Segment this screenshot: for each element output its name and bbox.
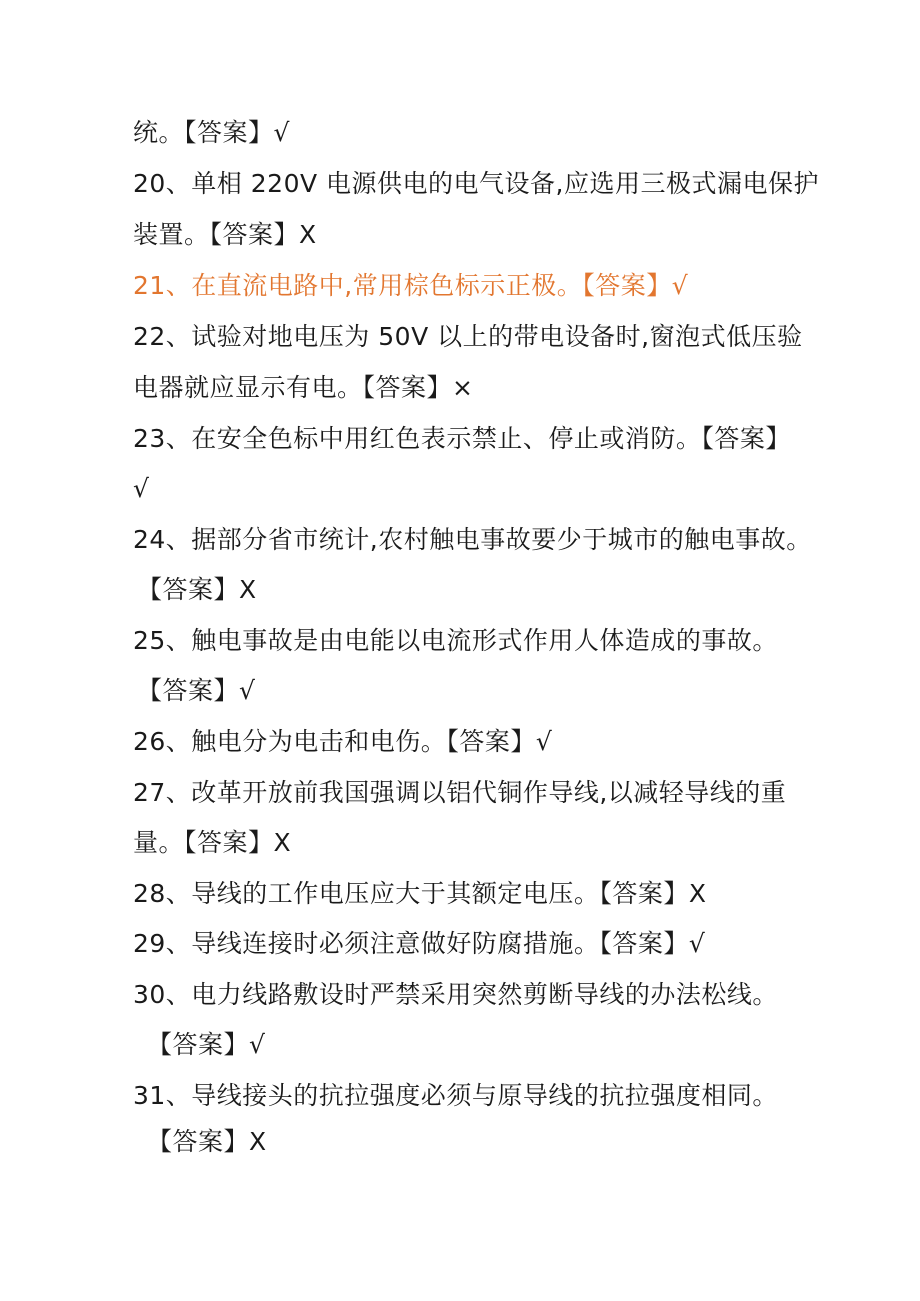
question-23: 23、在安全色标中用红色表示禁止、停止或消防。【答案】 bbox=[133, 424, 791, 453]
question-25: 25、触电事故是由电能以电流形式作用人体造成的事故。 bbox=[133, 626, 778, 655]
question-30: 30、电力线路敷设时严禁采用突然剪断导线的办法松线。 bbox=[133, 980, 778, 1009]
question-27: 27、改革开放前我国强调以铝代铜作导线,以减轻导线的重 bbox=[133, 778, 787, 807]
answer-line: 【答案】X bbox=[137, 575, 257, 604]
text-line: 统。【答案】√ bbox=[133, 118, 290, 147]
answer-line: 【答案】X bbox=[147, 1127, 267, 1156]
text-line: 量。【答案】X bbox=[133, 828, 292, 857]
answer-line: 【答案】√ bbox=[137, 676, 256, 705]
text-line: 电器就应显示有电。【答案】× bbox=[133, 373, 474, 402]
text-line: 装置。【答案】X bbox=[133, 220, 317, 249]
question-31: 31、导线接头的抗拉强度必须与原导线的抗拉强度相同。 bbox=[133, 1081, 778, 1110]
text-line: √ bbox=[133, 474, 150, 503]
question-22: 22、试验对地电压为 50V 以上的带电设备时,窗泡式低压验 bbox=[133, 322, 803, 351]
question-20: 20、单相 220V 电源供电的电气设备,应选用三极式漏电保护 bbox=[133, 169, 819, 198]
question-29: 29、导线连接时必须注意做好防腐措施。【答案】√ bbox=[133, 929, 706, 958]
question-24: 24、据部分省市统计,农村触电事故要少于城市的触电事故。 bbox=[133, 525, 812, 554]
question-26: 26、触电分为电击和电伤。【答案】√ bbox=[133, 727, 553, 756]
question-28: 28、导线的工作电压应大于其额定电压。【答案】X bbox=[133, 879, 707, 908]
answer-line: 【答案】√ bbox=[147, 1030, 266, 1059]
question-21-highlighted: 21、在直流电路中,常用棕色标示正极。【答案】√ bbox=[133, 271, 689, 300]
